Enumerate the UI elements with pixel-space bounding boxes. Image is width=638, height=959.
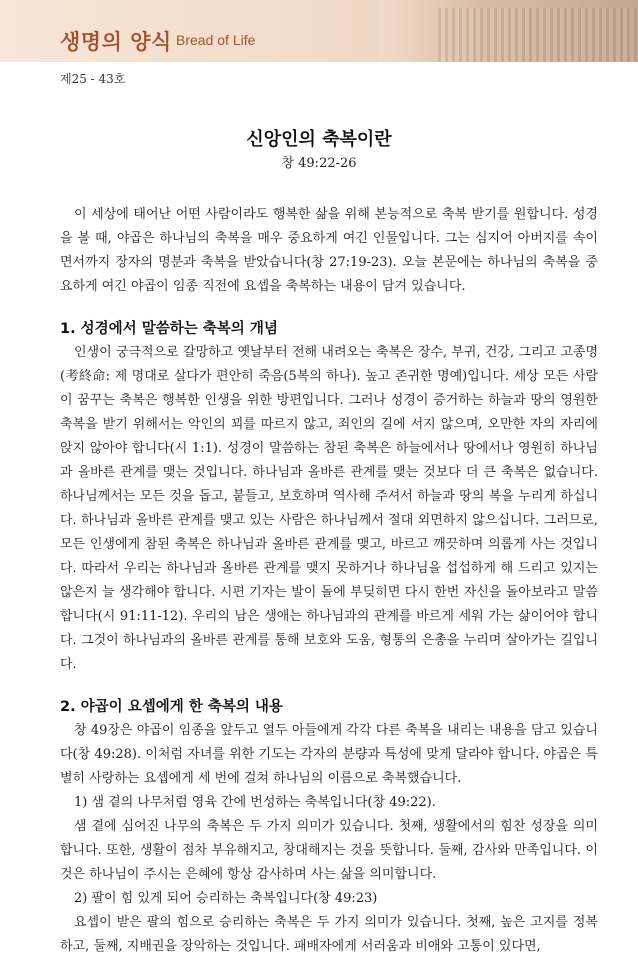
subpoint-2-paragraph: 요셉이 받은 팔의 힘으로 승리하는 축복은 두 가지 의미가 있습니다. 첫째, 높은 고지를 정복하고, 둘째, 지배권을 장악하는 것입니다. 패배자에게 서러움과 비애와 고통이 있다면, (60, 915, 598, 954)
section-heading-1: 1. 성경에서 말씀하는 축복의 개념 (60, 321, 278, 337)
intro-paragraph: 이 세상에 태어난 어떤 사람이라도 행복한 삶을 위해 본능적으로 축복 받기를 원합니다. 성경을 볼 때, 야곱은 하나님의 축복을 매우 중요하게 여긴 인물입니다. 그는 심지어 아버지를 속이면서까지 장자의 명분과 축복을 받았습니다(창 27:19-23). 오늘 본문에는 하나님의 축복을 중요하게 여긴 야곱이 임종 직전에 요셉을 축복하는 내용이 담겨 있습니다. (60, 207, 598, 294)
subpoint-1: 1) 샘 곁의 나무처럼 영육 간에 번성하는 축복입니다(창 49:22). (74, 795, 436, 810)
subpoint-2: 2) 팔이 힘 있게 되어 승리하는 축복입니다(창 49:23) (74, 891, 378, 906)
church-photo (378, 0, 638, 62)
sermon-body (60, 203, 598, 959)
sermon-title: 신앙인의 축복이란 (246, 129, 392, 150)
issue-number: 제25 - 43호 (60, 72, 126, 86)
scripture-reference: 창 49:22-26 (281, 156, 357, 171)
bulletin-subtitle: Bread of Life (176, 32, 256, 48)
section-2-paragraph: 창 49장은 야곱이 임종을 앞두고 열두 아들에게 각각 다른 축복을 내리는 내용을 담고 있습니다(창 49:28). 이처럼 자녀를 위한 기도는 각자의 분량과 특성에 맞게 달라야 합니다. 야곱은 특별히 사랑하는 요셉에게 세 번에 걸쳐 하나님의 이름으로 축복했습니다. (60, 723, 598, 786)
section-1-paragraph: 인생이 궁극적으로 갈망하고 옛날부터 전해 내려오는 축복은 장수, 부귀, 건강, 그리고 고종명(考終命: 제 명대로 살다가 편안히 죽음(5복의 하나). 높고 존귀한 명예)입니다. 세상 모든 사람이 꿈꾸는 축복은 행복한 인생을 위한 방편입니다. 그러나 성경이 증거하는 하늘과 땅의 영원한 축복을 받기 위해서는 악인의 꾀를 따르지 않고, 죄인의 길에 서지 않으며, 오만한 자의 자리에 앉지 않아야 합니다(시 1:1). 성경이 말씀하는 참된 축복은 하늘에서나 땅에서나 영원히 하나님과 올바른 관계를 맺는 것입니다. 하나님과 올바른 관계를 맺는 것보다 더 큰 축복은 없습니다. 하나님께서는 모든 것을 돕고, 붙들고, 보호하며 역사해 주셔서 하늘과 땅의 복을 누리게 하십니다. 하나님과 올바른 관계를 맺고 있는 사람은 하나님께서 절대 외면하지 않으십니다. 그러므로, 모든 인생에게 참된 축복은 하나님과 올바른 관계를 맺고, 바르고 깨끗하며 의롭게 사는 것입니다. 따라서 우리는 하나님과 올바른 관계를 맺지 못하거나 하나님을 섭섭하게 해 드리고 있지는 않은지 늘 생각해야 합니다. 시편 기자는 발이 돌에 부딪히면 다시 한번 자신을 돌아보라고 말씀합니다(시 91:11-12). 우리의 남은 생애는 하나님과의 관계를 바르게 세워 가는 삶이어야 합니다. 그것이 하나님과의 올바른 관계를 통해 보호와 도움, 형통의 은총을 누리며 살아가는 길입니다. (60, 345, 598, 672)
subpoint-1-paragraph: 샘 곁에 심어진 나무의 축복은 두 가지 의미가 있습니다. 첫째, 생활에서의 힘찬 성장을 의미합니다. 또한, 생활이 점차 부유해지고, 창대해지는 것을 뜻합니다. 둘째, 감사와 만족입니다. 이것은 하나님이 주시는 은혜에 항상 감사하며 사는 삶을 의미합니다. (60, 819, 598, 882)
header-banner (0, 0, 638, 62)
bulletin-title: 생명의 양식 (60, 30, 172, 54)
section-heading-2: 2. 야곱이 요셉에게 한 축복의 내용 (60, 699, 283, 715)
